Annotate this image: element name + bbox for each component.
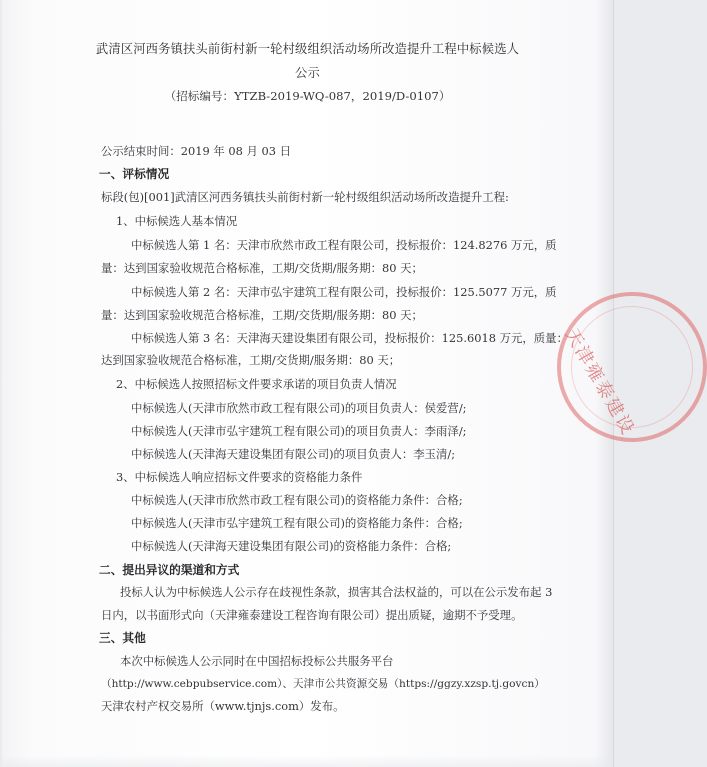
document-title-line1: 武清区河西务镇扶头前街村新一轮村级组织活动场所改造提升工程中标候选人 xyxy=(95,42,520,56)
candidate-1-line2: 量：达到国家验收规范合格标准，工期/交货期/服务期：80 天； xyxy=(101,261,423,275)
document-page xyxy=(2,0,639,767)
project-manager-3: 中标候选人(天津海天建设集团有限公司)的项目负责人：李玉清/; xyxy=(131,447,456,461)
company-seal-stamp xyxy=(557,292,707,442)
other-text-line2: （http://www.cebpubservice.com）、天津市公共资源交易（https://ggzy.xzsp.tj.govcn） xyxy=(101,678,545,690)
project-manager-2: 中标候选人(天津市弘宇建筑工程有限公司)的项目负责人：李雨泽/; xyxy=(131,424,467,438)
sub3-heading: 3、中标候选人响应招标文件要求的资格能力条件 xyxy=(116,470,363,484)
page-bottom-shadow xyxy=(2,755,613,767)
qualification-3: 中标候选人(天津海天建设集团有限公司)的资格能力条件：合格; xyxy=(131,539,452,553)
other-text-line1: 本次中标候选人公示同时在中国招标投标公共服务平台 xyxy=(120,654,394,668)
candidate-2-line2: 量：达到国家验收规范合格标准，工期/交货期/服务期：80 天； xyxy=(101,308,423,322)
candidate-1-line1: 中标候选人第 1 名：天津市欣然市政工程有限公司，投标报价：124.8276 万元，质 xyxy=(131,238,557,252)
other-text-line3: 天津农村产权交易所（www.tjnjs.com）发布。 xyxy=(101,699,345,713)
section2-heading: 二、提出异议的渠道和方式 xyxy=(99,563,240,577)
document-title-line2: 公示 xyxy=(295,66,320,80)
candidate-3-line2: 达到国家验收规范合格标准，工期/交货期/服务期：80 天； xyxy=(101,353,401,367)
section1-heading: 一、评标情况 xyxy=(99,167,170,181)
candidate-2-line1: 中标候选人第 2 名：天津市弘宇建筑工程有限公司，投标报价：125.5077 万元，质 xyxy=(131,285,557,299)
sub2-heading: 2、中标候选人按照招标文件要求承诺的项目负责人情况 xyxy=(116,377,397,391)
qualification-2: 中标候选人(天津市弘宇建筑工程有限公司)的资格能力条件：合格; xyxy=(131,516,463,530)
section1-intro: 标段(包)[001]武清区河西务镇扶头前街村新一轮村级组织活动场所改造提升工程: xyxy=(101,190,509,204)
section3-heading: 三、其他 xyxy=(99,631,146,645)
project-manager-1: 中标候选人(天津市欣然市政工程有限公司)的项目负责人：侯爱营/; xyxy=(131,401,467,415)
candidate-3-line1: 中标候选人第 3 名：天津海天建设集团有限公司，投标报价：125.6018 万元，质量： xyxy=(131,331,568,345)
seal-text: 天津雍泰建设 xyxy=(560,325,639,440)
objection-text-line2: 日内，以书面形式向（天津雍泰建设工程咨询有限公司）提出质疑，逾期不予受理。 xyxy=(101,608,523,622)
publicity-end-time: 公示结束时间：2019 年 08 月 03 日 xyxy=(101,144,291,158)
bid-number: （招标编号：YTZB-2019-WQ-087，2019/D-0107） xyxy=(164,89,451,103)
sub1-heading: 1、中标候选人基本情况 xyxy=(116,214,238,228)
qualification-1: 中标候选人(天津市欣然市政工程有限公司)的资格能力条件：合格; xyxy=(131,493,463,507)
objection-text-line1: 投标人认为中标候选人公示存在歧视性条款，损害其合法权益的，可以在公示发布起 3 xyxy=(120,585,553,599)
